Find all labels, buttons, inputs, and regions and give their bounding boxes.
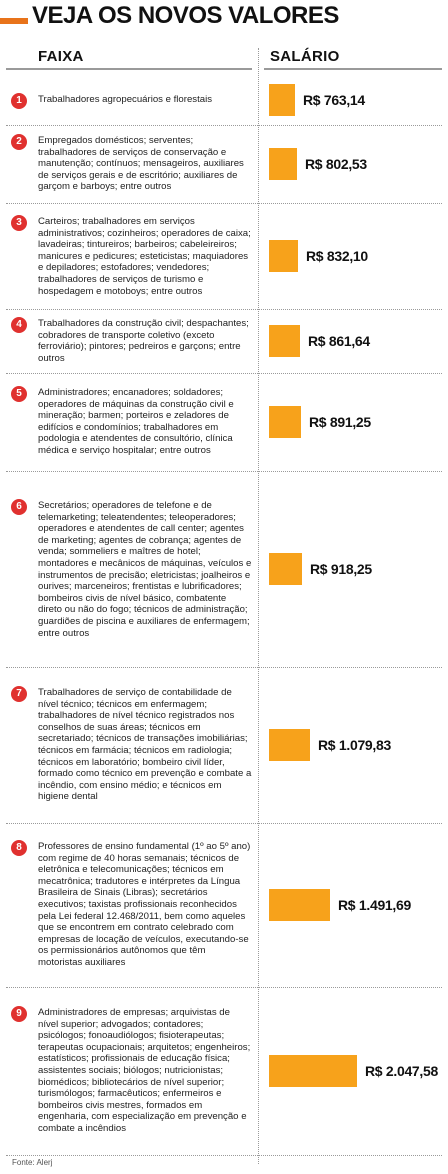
table-row xyxy=(0,376,448,468)
row-separator xyxy=(6,373,442,374)
salary-bar xyxy=(269,240,298,272)
table-row xyxy=(0,206,448,306)
row-number-badge: 6 xyxy=(11,499,27,515)
row-description: Trabalhadores agropecuários e florestais xyxy=(38,94,213,105)
header xyxy=(0,0,448,42)
row-description: Administradores de empresas; arquivistas de nível superior; advogados; contadores; psicólogos; fonoaudiólogos; fisioterapeutas; terapeutas ocupacionais; arquitetos; engenheiros; estatísticos; profissionais de educação física; assistentes sociais; biólogos; nutricionistas; biomédicos; bibliotecários de nível superior; turismólogos; farmacêuticos; enfermeiros e bombeiros civis mestres, formados em engenharia, com especialização em prevenção e combate a incêndios xyxy=(38,1007,251,1134)
table-row xyxy=(0,312,448,370)
table-row xyxy=(0,990,448,1152)
table-row xyxy=(0,474,448,664)
page-title: VEJA OS NOVOS VALORES xyxy=(32,2,339,29)
row-number-badge: 7 xyxy=(11,686,27,702)
row-separator xyxy=(6,125,442,126)
salary-bar xyxy=(269,84,295,116)
title-accent-bar xyxy=(0,18,28,24)
salary-value-label: R$ 832,10 xyxy=(306,248,368,264)
row-number-badge: 5 xyxy=(11,386,27,402)
salary-bar xyxy=(269,1055,357,1087)
column-headers xyxy=(0,48,448,68)
column-header-faixa: FAIXA xyxy=(38,48,84,65)
row-description: Administradores; encanadores; soldadores; operadores de máquinas da construção civil e mineração; barmen; porteiros e zeladores de edifícios e condomínios; trabalhadores em podologia e atendentes de consultório, clínica médica e serviço hospitalar; entre outros xyxy=(38,387,234,456)
row-separator xyxy=(6,667,442,668)
salary-bar xyxy=(269,729,310,761)
salary-bar xyxy=(269,148,297,180)
salary-value-label: R$ 2.047,58 xyxy=(365,1063,438,1079)
row-separator xyxy=(6,471,442,472)
row-description: Trabalhadores da construção civil; despachantes; cobradores de transporte coletivo (exceto ferroviário); pintores; pedreiros e garçons; entre outros xyxy=(38,318,249,364)
salary-value-label: R$ 1.491,69 xyxy=(338,897,411,913)
row-number-badge: 8 xyxy=(11,840,27,856)
salary-bar xyxy=(269,553,302,585)
table-row xyxy=(0,670,448,820)
header-rule-right xyxy=(264,68,442,70)
row-number-badge: 4 xyxy=(11,317,27,333)
table-row xyxy=(0,128,448,200)
column-header-salario: SALÁRIO xyxy=(270,48,340,65)
salary-value-label: R$ 802,53 xyxy=(305,156,367,172)
row-description: Carteiros; trabalhadores em serviços administrativos; cozinheiros; operadores de caixa; lavadeiras; tintureiros; barbeiros; cabeleireiros; manicures e pedicures; esteticistas; maquiadores e depiladores; estofadores; vendedores; trabalhadores de serviços de turismo e hospedagem e motoboys; entre outros xyxy=(38,216,251,297)
row-separator xyxy=(6,203,442,204)
row-number-badge: 2 xyxy=(11,134,27,150)
salary-bar xyxy=(269,889,330,921)
salary-value-label: R$ 891,25 xyxy=(309,414,371,430)
table-row xyxy=(0,78,448,122)
table-bottom-rule xyxy=(6,1155,442,1156)
source-note: Fonte: Alerj xyxy=(12,1158,53,1167)
header-rule-left xyxy=(6,68,252,70)
row-number-badge: 3 xyxy=(11,215,27,231)
salary-bar xyxy=(269,325,300,357)
row-number-badge: 9 xyxy=(11,1006,27,1022)
row-number-badge: 1 xyxy=(11,93,27,109)
table-row xyxy=(0,826,448,984)
row-description: Empregados domésticos; serventes; trabalhadores de serviços de conservação e manutenção; contínuos; mensageiros, auxiliares de serviços gerais e de escritório; auxiliares de garçom e barboys; entre outros xyxy=(38,135,244,193)
row-separator xyxy=(6,823,442,824)
row-separator xyxy=(6,309,442,310)
salary-value-label: R$ 763,14 xyxy=(303,92,365,108)
salary-value-label: R$ 861,64 xyxy=(308,333,370,349)
row-description: Professores de ensino fundamental (1º ao 5º ano) com regime de 40 horas semanais; técnicos de eletrônica e telecomunicações; técnicos em mecatrônica; tradutores e intérpretes da Língua Brasileira de Sinais (Libras); secretários executivos; taxistas profissionais reconhecidos pela Lei federal 12.468/2011, bem como aqueles que se encontrem em contrato celebrado com empresas de locação de veículos, executando-se os permissionários autônomos que têm motoristas auxiliares xyxy=(38,841,251,968)
salary-value-label: R$ 1.079,83 xyxy=(318,737,391,753)
row-description: Trabalhadores de serviço de contabilidade de nível técnico; técnicos em enfermagem; trabalhadores de nível técnico registrados nos conselhos de suas áreas; técnicos em secretariado; técnicos de transações imobiliárias; técnicos em farmácia; técnicos em radiologia; técnicos em laboratório; bombeiro civil líder, formado como técnico em prevenção e combate a incêndio, com ensino médio; e técnicos em higiene dental xyxy=(38,687,252,803)
row-separator xyxy=(6,987,442,988)
salary-bar xyxy=(269,406,301,438)
row-description: Secretários; operadores de telefone e de telemarketing; teleatendentes; teleoperadores; operadores e atendentes de call center; agentes de marketing; agentes de cobrança; agentes de venda; sommeliers e maîtres de hotel; montadores e mecânicos de máquinas, veículos e instrumentos de precisão; eletricistas; joalheiros e ourives; marceneiros; frentistas e lubrificadores; bombeiros civis de nível básico, combatente direto ou não do fogo; técnicos de administração; guardiões de piscina e auxiliares de enfermagem; entre outros xyxy=(38,500,252,639)
salary-value-label: R$ 918,25 xyxy=(310,561,372,577)
